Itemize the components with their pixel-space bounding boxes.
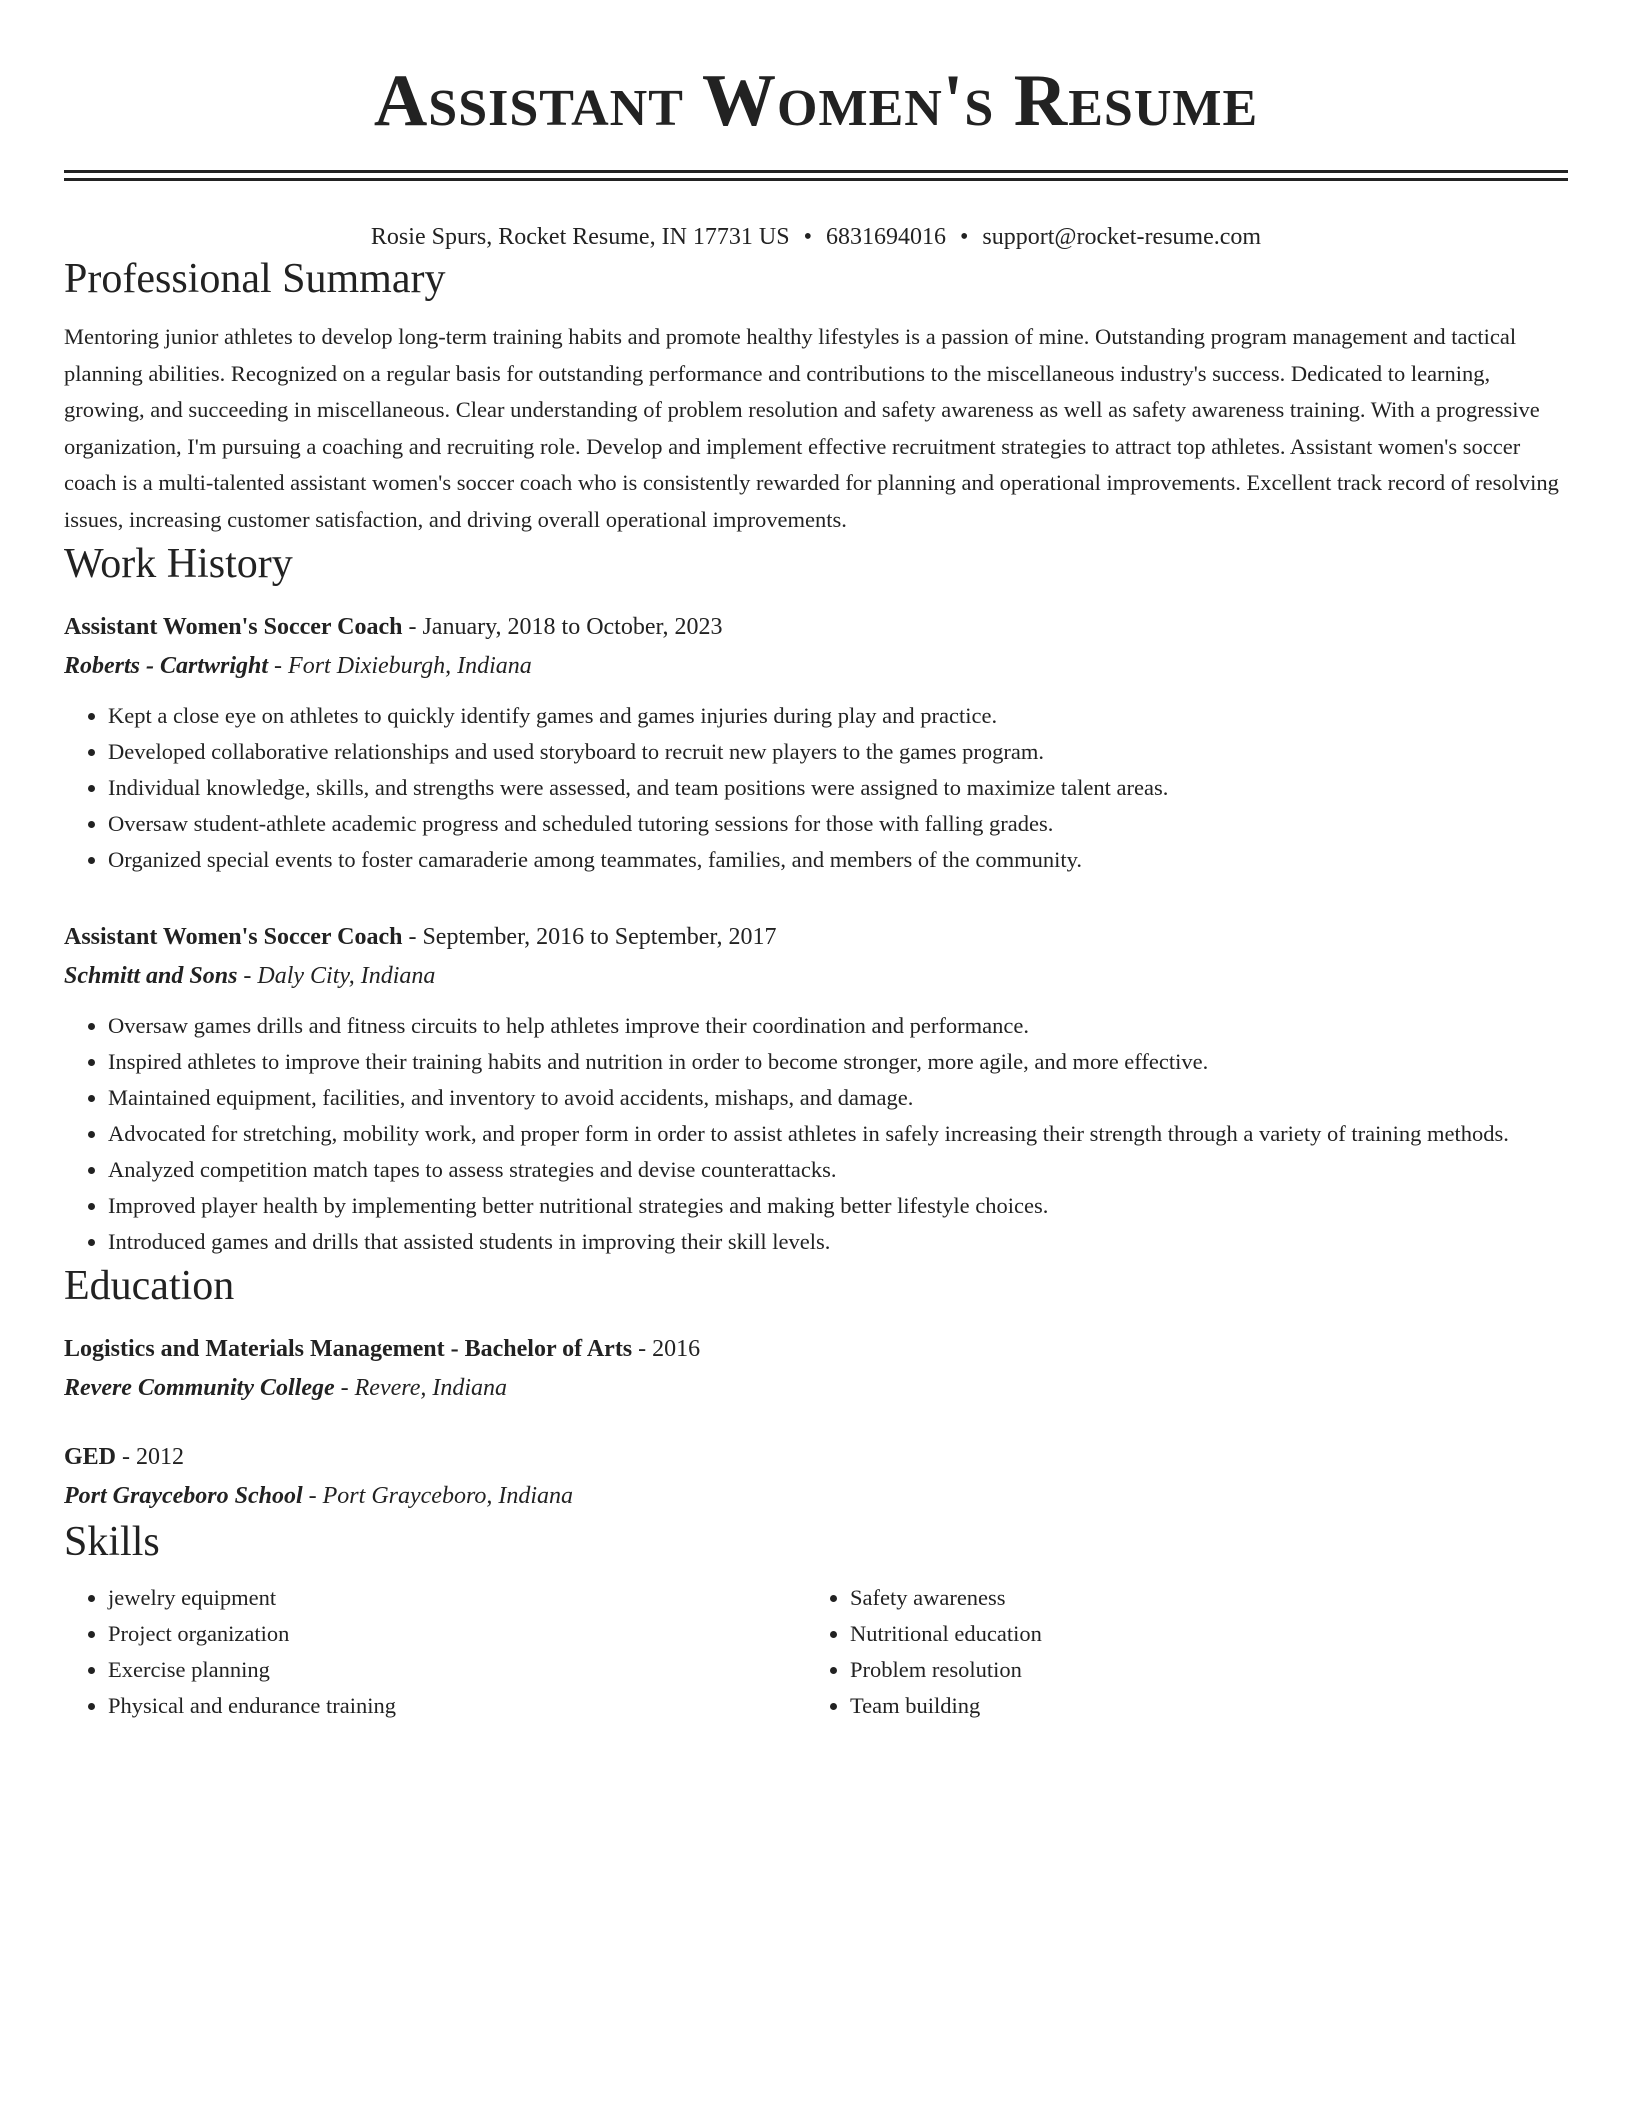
contact-separator: • [803,224,812,250]
skill-item: • Exercise planning [108,1652,806,1688]
job-employer-line [64,956,1568,996]
education-school: Port Grayceboro School [64,1483,303,1509]
summary-heading: Professional Summary [64,256,446,302]
education-school-line [64,1476,1568,1516]
contact-line [64,221,1568,253]
education-location: - Revere, Indiana [334,1375,508,1401]
contact-separator: • [959,224,969,250]
contact-email: support@rocket-resume.com [982,224,1262,250]
job-company: Roberts - Cartwright [64,653,269,679]
job-bullet: • Oversaw games drills and fitness circuits to help athletes improve their coordination and performance. [108,1008,1568,1044]
contact-address: Rosie Spurs, Rocket Resume, IN 17731 US [370,224,790,250]
skill-item: • Nutritional education [850,1616,1548,1652]
job-bullet: • Organized special events to foster camaraderie among teammates, families, and members of the community. [108,842,1568,878]
education-degree: Logistics and Materials Management - Bachelor of Arts [64,1336,633,1362]
job-bullet: • Kept a close eye on athletes to quickly identify games and games injuries during play and practice. [108,698,1568,734]
job-dates: - January, 2018 to October, 2023 [402,614,723,640]
job-location: - Daly City, Indiana [237,963,436,989]
job-bullet: • Introduced games and drills that assisted students in improving their skill levels. [108,1224,1568,1260]
job-title: Assistant Women's Soccer Coach [64,614,403,640]
skill-item: • jewelry equipment [108,1580,806,1616]
education-year: - 2012 [116,1444,185,1470]
job-entry [64,608,1568,878]
education-degree-line [64,1438,1568,1476]
job-bullet: • Analyzed competition match tapes to assess strategies and devise counterattacks. [108,1152,1568,1188]
job-title: Assistant Women's Soccer Coach [64,924,403,950]
education-entry [64,1438,1568,1516]
job-employer-line [64,646,1568,686]
education-school-line [64,1368,1568,1408]
job-company: Schmitt and Sons [64,963,238,989]
job-dates: - September, 2016 to September, 2017 [402,924,777,950]
work-history-heading: Work History [64,541,293,587]
education-heading: Education [64,1263,235,1309]
education-degree: GED [64,1444,117,1470]
skill-item: • Physical and endurance training [108,1688,806,1724]
skill-item: • Team building [850,1688,1548,1724]
job-bullets [64,1008,1568,1260]
skills-list-left [64,1580,806,1724]
education-location: - Port Grayceboro, Indiana [302,1483,574,1509]
skill-item: • Project organization [108,1616,806,1652]
job-bullet: • Developed collaborative relationships and used storyboard to recruit new players to the games program. [108,734,1568,770]
skills-grid [64,1580,1568,1724]
contact-phone: 6831694016 [825,224,946,250]
job-entry [64,918,1568,1260]
skill-item: • Safety awareness [850,1580,1548,1616]
education-degree-line [64,1330,1568,1368]
education-school: Revere Community College [64,1375,335,1401]
job-bullets [64,698,1568,878]
skill-item: • Problem resolution [850,1652,1548,1688]
job-location: - Fort Dixieburgh, Indiana [268,653,532,679]
job-bullet: • Maintained equipment, facilities, and inventory to avoid accidents, mishaps, and damage. [108,1080,1568,1116]
summary-text: Mentoring junior athletes to develop long-term training habits and promote healthy lifestyles is a passion of mine. Outstanding program management and tactical planning abilities. Recognized on a regular basis for outstanding performance and contributions to the miscellaneous industry's success. Dedicated to learning, growing, and succeeding in miscellaneous. Clear understanding of problem resolution and safety awareness as well as safety awareness training. With a progressive organization, I'm pursuing a coaching and recruiting role. Develop and implement effective recruitment strategies to attract top athletes. Assistant women's soccer coach is a multi-talented assistant women's soccer coach who is consistently rewarded for planning and operational improvements. Excellent track record of resolving issues, increasing customer satisfaction, and driving overall operational improvements. [64,324,1559,532]
job-bullet: • Improved player health by implementing better nutritional strategies and making better lifestyle choices. [108,1188,1568,1224]
education-entry [64,1330,1568,1408]
skills-heading: Skills [64,1519,160,1565]
resume-title: Assistant Women's Resume [373,60,1259,142]
education-year: - 2016 [632,1336,701,1362]
job-title-line [64,608,1568,646]
title-divider [64,170,1568,181]
job-bullet: • Oversaw student-athlete academic progress and scheduled tutoring sessions for those with falling grades. [108,806,1568,842]
skills-list-right [806,1580,1548,1724]
job-title-line [64,918,1568,956]
job-bullet: • Advocated for stretching, mobility work, and proper form in order to assist athletes in safely increasing their strength through a variety of training methods. [108,1116,1568,1152]
job-bullet: • Individual knowledge, skills, and strengths were assessed, and team positions were assigned to maximize talent areas. [108,770,1568,806]
job-bullet: • Inspired athletes to improve their training habits and nutrition in order to become stronger, more agile, and more effective. [108,1044,1568,1080]
